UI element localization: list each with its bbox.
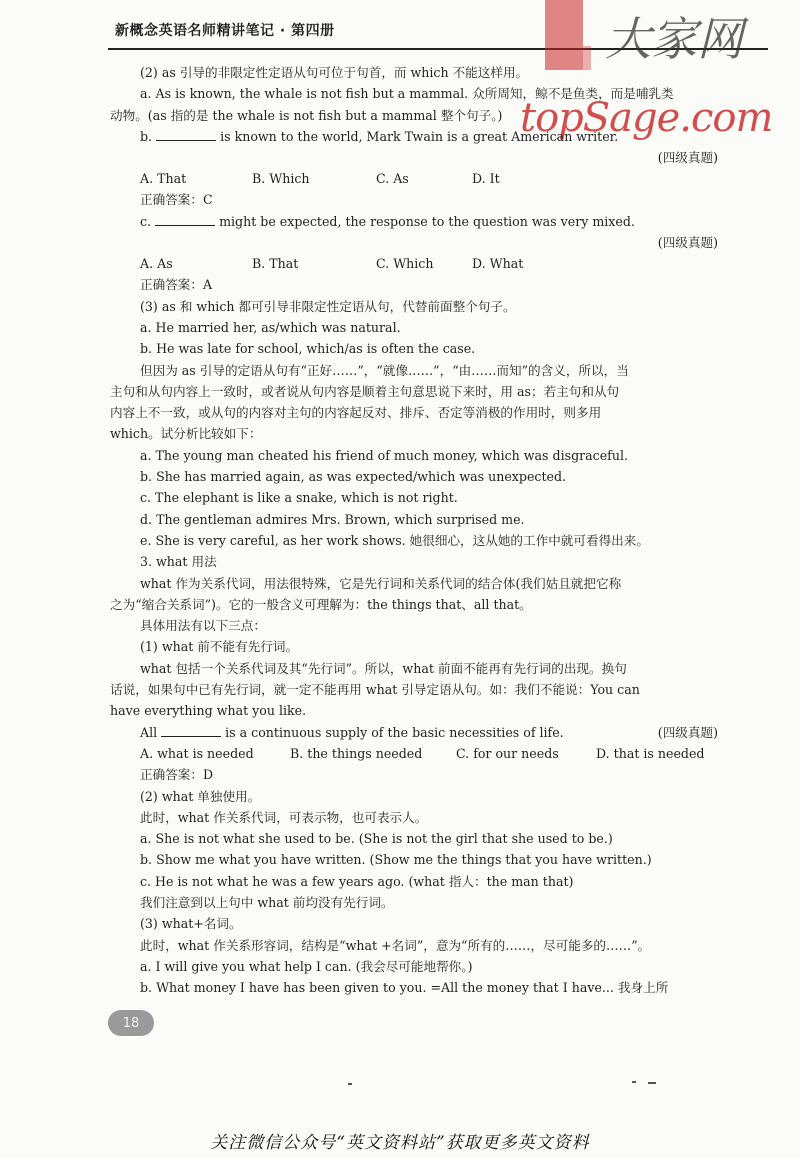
section-heading: 3. what 用法 xyxy=(140,554,217,570)
example-line: b. She has married again, as was expected/which was unexpected. xyxy=(140,469,567,485)
text-line: (2) as 引导的非限定性定语从句可位于句首，而 which 不能这样用。 xyxy=(140,65,529,80)
example-line: a. He married her, as/which was natural. xyxy=(140,319,401,335)
question-text: might be expected, the response to the question was very mixed. xyxy=(215,213,635,229)
option-c: C. Which xyxy=(376,256,434,272)
option-c: C. As xyxy=(376,171,409,187)
text-line: 内容上不一致，或从句的内容对主句的内容起反对、排斥、否定等消极的作用时，则多用 xyxy=(110,405,602,421)
option-b: B. Which xyxy=(252,171,310,187)
text-line: which。试分析比较如下： xyxy=(110,426,262,442)
text-line: 主句和从句内容上一致时，或者说从句内容是顺着主句意思说下来时，用 as；若主句和从句 xyxy=(110,383,620,399)
example-line: c. He is not what he was a few years ago. (what 指人：the man that) xyxy=(140,873,574,889)
option-b: B. the things needed xyxy=(290,745,423,761)
text-line: 具体用法有以下三点： xyxy=(140,618,266,634)
text-line: (2) what 单独使用。 xyxy=(140,788,261,804)
question-label: c. xyxy=(140,213,156,229)
text-line: (3) what+名词。 xyxy=(140,916,242,932)
watermark-logo-en: topSage.com xyxy=(520,95,773,141)
footer-note: 关注微信公众号“英文资料站”获取更多英文资料 xyxy=(210,1133,590,1153)
answer-line: 正确答案：C xyxy=(140,192,213,208)
example-line: c. The elephant is like a snake, which is not right. xyxy=(140,490,458,506)
option-row xyxy=(140,168,718,189)
text-line: 之为“缩合关系词”)。它的一般含义可理解为：the things that、all that。 xyxy=(110,596,532,612)
text-line: a. As is known, the whale is not fish but a mammal. 众所周知，鲸不是鱼类，而是哺乳类 xyxy=(140,86,674,102)
text-line: have everything what you like. xyxy=(110,703,307,719)
running-header: 新概念英语名师精讲笔记 · 第四册 xyxy=(115,23,335,39)
option-c: C. for our needs xyxy=(456,745,559,761)
example-line: e. She is very careful, as her work shows. 她很细心，这从她的工作中就可看得出来。 xyxy=(140,532,649,548)
text-line: (1) what 前不能有先行词。 xyxy=(140,639,299,655)
option-a: A. As xyxy=(140,256,173,272)
scan-speck xyxy=(632,1081,636,1083)
page-number: 18 xyxy=(108,1010,154,1036)
example-line: a. She is not what she used to be. (She is not the girl that she used to be.) xyxy=(140,831,613,847)
page-body xyxy=(110,62,718,998)
question-line xyxy=(140,722,718,743)
question-text: is known to the world, Mark Twain is a great American writer. xyxy=(216,128,619,144)
text-line: 我们注意到以上句中 what 前均没有先行词。 xyxy=(140,894,394,910)
text-line: 此时，what 作关系形容词，结构是“what +名词”，意为“所有的……，尽可能多的……”。 xyxy=(140,937,651,953)
option-a: A. That xyxy=(140,171,187,187)
example-line: a. I will give you what help I can. (我会尽可能地帮你。) xyxy=(140,958,473,974)
text-line: 此时，what 作关系代词，可表示物，也可表示人。 xyxy=(140,809,428,825)
watermark-cn-text: 大家网 xyxy=(605,12,743,66)
text-line: what 作为关系代词，用法很特殊，它是先行词和关系代词的结合体(我们姑且就把它称 xyxy=(140,575,622,591)
option-row xyxy=(140,743,718,764)
example-line: b. He was late for school, which/as is often the case. xyxy=(140,341,476,357)
exam-source-tag: (四级真题) xyxy=(657,724,718,740)
option-d: D. that is needed xyxy=(596,745,705,761)
answer-line: 正确答案：A xyxy=(140,277,213,293)
exam-source-tag: (四级真题) xyxy=(657,235,718,251)
question-line xyxy=(140,126,718,147)
answer-line: 正确答案：D xyxy=(140,767,214,783)
scan-speck xyxy=(648,1082,656,1084)
question-line xyxy=(140,211,718,232)
watermark-logo-cn xyxy=(545,0,795,70)
text-line: 话说，如果句中已有先行词，就一定不能再用 what 引导定语从句。如：我们不能说：You can xyxy=(110,682,640,698)
option-row xyxy=(140,253,718,274)
question-label: All xyxy=(140,724,162,740)
option-a: A. what is needed xyxy=(140,745,254,761)
answer-blank xyxy=(161,724,221,737)
text-line: (3) as 和 which 都可引导非限定性定语从句，代替前面整个句子。 xyxy=(140,298,516,314)
example-line: b. What money I have has been given to you. =All the money that I have... 我身上所 xyxy=(140,980,669,996)
scan-speck xyxy=(348,1083,352,1085)
text-line: 动物。(as 指的是 the whale is not fish but a mammal 整个句子。) xyxy=(110,107,503,123)
option-b: B. That xyxy=(252,256,299,272)
option-d: D. What xyxy=(472,256,524,272)
text-line: 但因为 as 引导的定语从句有“正好……”，“就像……”，“由……而知”的含义，所以，当 xyxy=(140,362,629,378)
example-line: b. Show me what you have written. (Show me the things that you have written.) xyxy=(140,852,652,868)
question-label: b. xyxy=(140,128,157,144)
example-line: d. The gentleman admires Mrs. Brown, which surprised me. xyxy=(140,511,525,527)
text-line: what 包括一个关系代词及其“先行词”。所以，what 前面不能再有先行词的出现。换句 xyxy=(140,660,627,676)
question-text: is a continuous supply of the basic necessities of life. xyxy=(221,724,564,740)
example-line: a. The young man cheated his friend of much money, which was disgraceful. xyxy=(140,447,628,463)
exam-source-tag: (四级真题) xyxy=(657,150,718,166)
option-d: D. It xyxy=(472,171,500,187)
answer-blank xyxy=(156,128,216,141)
answer-blank xyxy=(155,213,215,226)
